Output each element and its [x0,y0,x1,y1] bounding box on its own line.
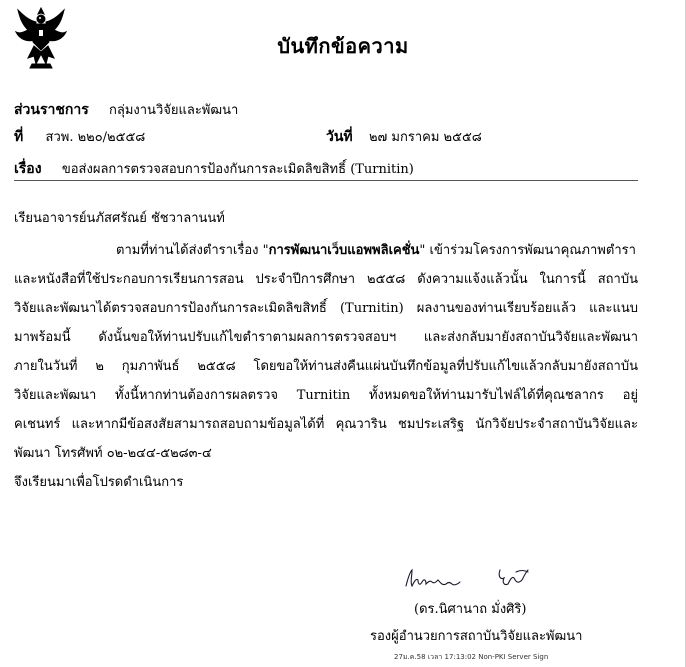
body-line: วิจัยและพัฒนา ทั้งนี้หากท่านต้องการผลตรวจ Turnitin ทั้งหมดขอให้ท่านมารับไฟล์ได้ที่คุณชลากร อยู่ [14,388,638,403]
date-label: วันที่ [326,129,353,145]
department-value: กลุ่มงานวิจัยและพัฒนา [109,103,239,118]
body-line: ภายในวันที่ ๒ กุมภาพันธ์ ๒๕๕๘ โดยขอให้ท่านส่งคืนแผ่นบันทึกข้อมูลที่ปรับแก้ไขแล้วกลับมายังสถาบัน [14,359,638,374]
handwritten-signature [400,564,550,592]
subject-label: เรื่อง [14,161,42,177]
body-line: คเชนทร์ และหากมีข้อสงสัยสามารถสอบถามข้อมูลได้ที่ คุณวาริน ชมประเสริฐ นักวิจัยประจำสถาบันวิจัยและ [14,417,638,432]
salutation: เรียนอาจารย์นภัสศรัณย์ ชัชวาลานนท์ [14,211,225,226]
subject-value: ขอส่งผลการตรวจสอบการป้องกันการละเมิดลิขสิทธิ์ (Turnitin) [61,162,414,177]
server-sign-stamp: 27ม.ค.58 เวลา 17:13:02 Non-PKI Server Sign [394,653,549,661]
memo-title: บันทึกข้อความ [277,34,409,58]
reference-value: สวพ. ๒๒๐/๒๕๕๘ [45,130,146,145]
reference-row [14,126,145,148]
body-line: วิจัยและพัฒนาได้ตรวจสอบการป้องกันการละเมิดลิขสิทธิ์ (Turnitin) ผลงานของท่านเรียบร้อยแล้ว และแนบ [14,301,638,316]
body-line: มาพร้อมนี้ ดังนั้นขอให้ท่านปรับแก้ไขตำราตามผลการตรวจสอบฯ และส่งกลับมายังสถาบันวิจัยและพัฒนา [14,330,638,345]
signatory-name: (ดร.นิศานาถ มั่งศิริ) [414,602,527,617]
subject-row [14,158,414,180]
signatory-title: รองผู้อำนวยการสถาบันวิจัยและพัฒนา [370,629,583,644]
intro-text: ตามที่ท่านได้ส่งตำราเรื่อง " [116,243,269,258]
department-row [14,99,238,121]
body-line: พัฒนา โทรศัพท์ ๐๒-๒๔๔-๕๒๘๓-๔ [14,446,212,461]
header-divider [14,180,638,181]
body-line: และหนังสือที่ใช้ประกอบการเรียนการสอน ประจำปีการศึกษา ๒๕๕๘ ดังความแจ้งแล้วนั้น ในการนี้ สถาบัน [14,272,638,287]
department-label: ส่วนราชการ [14,102,89,118]
paragraph-first-line [116,239,638,260]
date-value: ๒๗ มกราคม ๒๕๕๘ [368,130,482,145]
reference-label: ที่ [14,129,24,145]
intro-continuation: " เข้าร่วมโครงการพัฒนาคุณภาพตำรา [419,243,636,258]
date-row [326,126,482,148]
closing-line: จึงเรียนมาเพื่อโปรดดำเนินการ [14,475,184,490]
book-title: การพัฒนาเว็บแอพพลิเคชั่น [268,243,420,258]
